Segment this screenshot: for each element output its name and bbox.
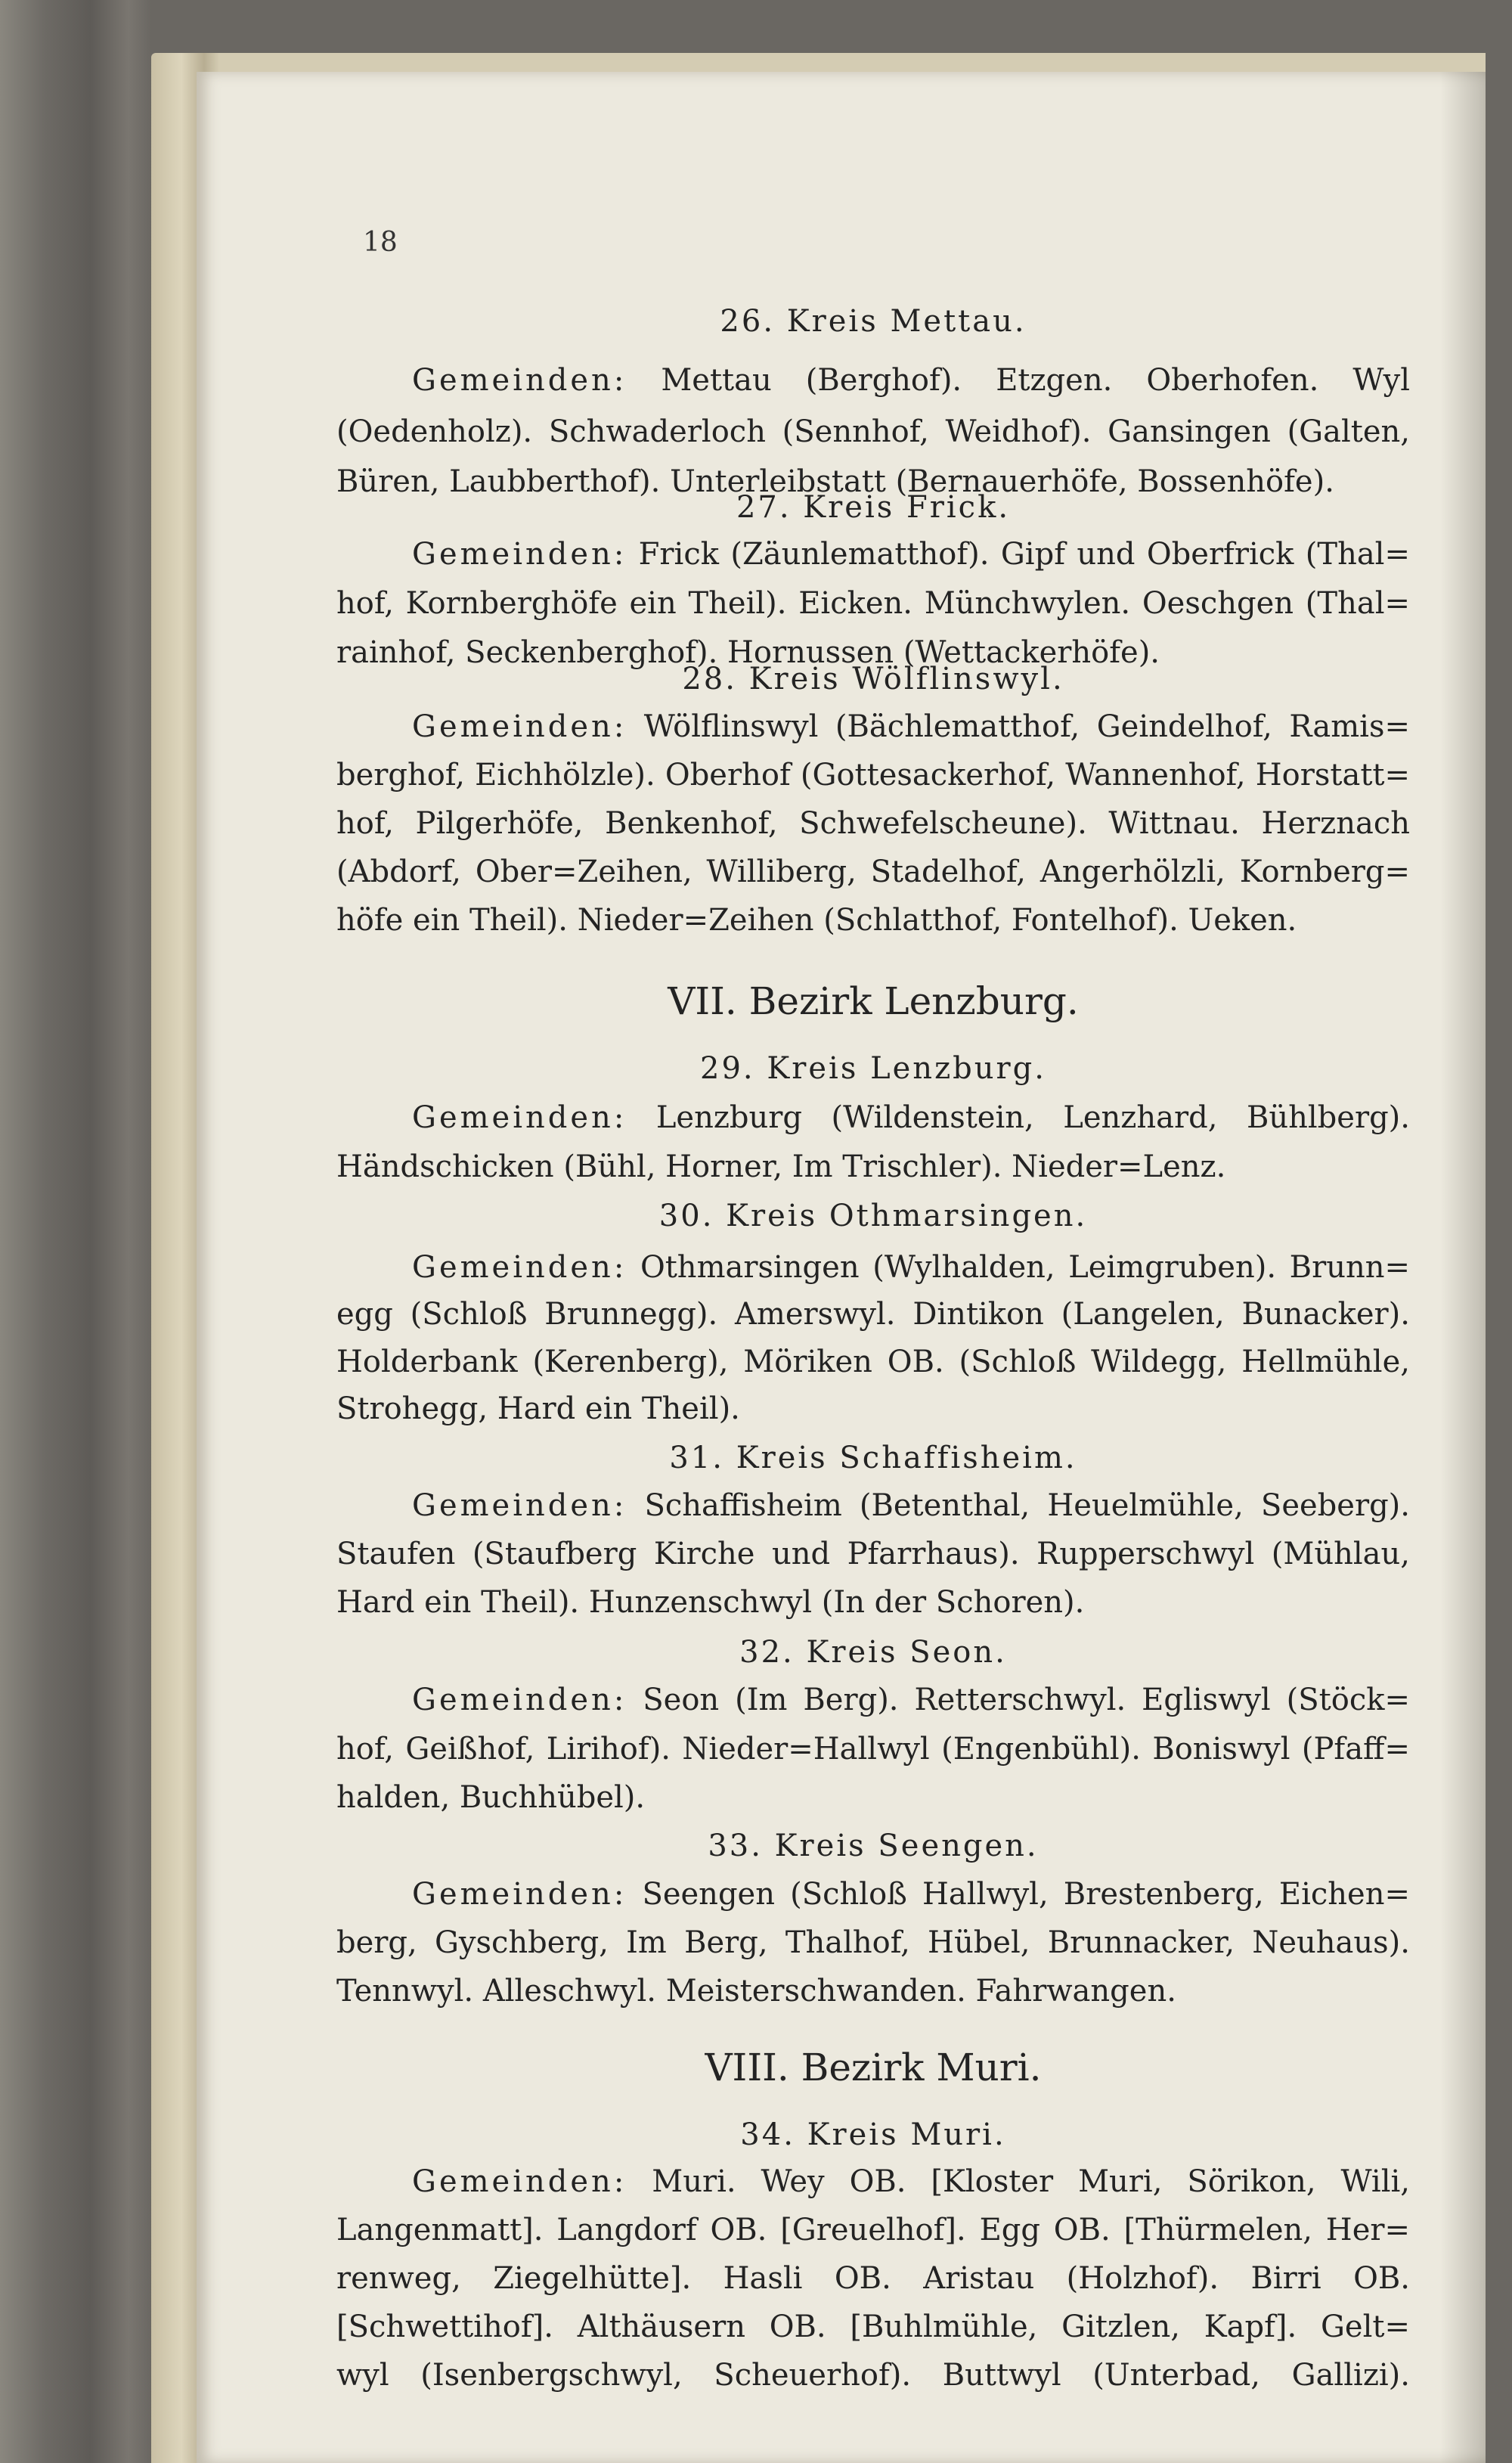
text-line: (Oedenholz). Schwaderloch (Sennhof, Weidhof). Gansingen (Galten, <box>336 414 1410 449</box>
text-line <box>412 1100 1410 1135</box>
line-text: Muri. Wey OB. [Kloster Muri, Sörikon, Wili, <box>652 2164 1410 2199</box>
text-line: Langenmatt]. Langdorf OB. [Greuelhof]. Egg OB. [Thürmelen, Her= <box>336 2213 1410 2247</box>
gemeinden-label: Gemeinden: <box>412 1683 627 1717</box>
page-number: 18 <box>363 227 398 258</box>
text-line <box>412 1877 1410 1912</box>
text-line: hof, Geißhof, Lirihof). Nieder=Hallwyl (Engenbühl). Boniswyl (Pfaff= <box>336 1732 1410 1767</box>
text-line: renweg, Ziegelhütte]. Hasli OB. Aristau (Holzhof). Birri OB. <box>336 2261 1410 2296</box>
line-text: Seengen (Schloß Hallwyl, Brestenberg, Eichen= <box>642 1877 1410 1912</box>
section-heading: 30. Kreis Othmarsingen. <box>658 1199 1088 1233</box>
section-heading: 27. Kreis Frick. <box>736 490 1011 525</box>
text-line: wyl (Isenbergschwyl, Scheuerhof). Buttwyl (Unterbad, Gallizi). <box>336 2358 1410 2393</box>
line-text: Othmarsingen (Wylhalden, Leimgruben). Brunn= <box>640 1250 1410 1285</box>
text-line <box>412 1250 1410 1285</box>
text-line: Tennwyl. Alleschwyl. Meisterschwanden. Fahrwangen. <box>336 1974 1176 2009</box>
bezirk-heading: VIII. Bezirk Muri. <box>705 2046 1042 2089</box>
bezirk-heading: VII. Bezirk Lenzburg. <box>668 979 1079 1023</box>
section-heading: 33. Kreis Seengen. <box>708 1829 1039 1863</box>
section-heading: 31. Kreis Schaffisheim. <box>669 1441 1077 1475</box>
gemeinden-label: Gemeinden: <box>412 537 627 572</box>
line-text: Schaffisheim (Betenthal, Heuelmühle, Seeberg). <box>644 1488 1410 1523</box>
text-line: halden, Buchhübel). <box>336 1780 646 1815</box>
gemeinden-label: Gemeinden: <box>412 1250 627 1285</box>
text-line <box>412 1683 1410 1717</box>
text-line: hof, Pilgerhöfe, Benkenhof, Schwefelscheune). Wittnau. Herznach <box>336 806 1410 841</box>
text-line: egg (Schloß Brunnegg). Amerswyl. Dintikon (Langelen, Bunacker). <box>336 1297 1410 1332</box>
gemeinden-label: Gemeinden: <box>412 1488 627 1523</box>
text-line <box>412 363 1410 398</box>
gemeinden-label: Gemeinden: <box>412 363 627 398</box>
section-heading: 26. Kreis Mettau. <box>720 304 1027 339</box>
text-line: Büren, Laubberthof). Unterleibstatt (Bernauerhöfe, Bossenhöfe). <box>336 464 1334 499</box>
section-heading: 34. Kreis Muri. <box>740 2117 1006 2152</box>
page-shadow <box>1440 72 1486 2463</box>
text-line: (Abdorf, Ober=Zeihen, Williberg, Stadelhof, Angerhölzli, Kornberg= <box>336 855 1410 889</box>
line-text: Wölflinswyl (Bächlematthof, Geindelhof, Ramis= <box>643 709 1410 744</box>
text-line: berg, Gyschberg, Im Berg, Thalhof, Hübel, Brunnacker, Neuhaus). <box>336 1925 1410 1960</box>
line-text: Mettau (Berghof). Etzgen. Oberhofen. Wyl <box>661 363 1410 398</box>
gemeinden-label: Gemeinden: <box>412 2164 627 2199</box>
text-line: hof, Kornberghöfe ein Theil). Eicken. Münchwylen. Oeschgen (Thal= <box>336 586 1410 621</box>
text-line: Holderbank (Kerenberg), Möriken OB. (Schloß Wildegg, Hellmühle, <box>336 1345 1410 1379</box>
text-line: Strohegg, Hard ein Theil). <box>336 1391 740 1426</box>
text-line: rainhof, Seckenberghof). Hornussen (Wettackerhöfe). <box>336 635 1160 670</box>
text-line <box>412 709 1410 744</box>
section-heading: 29. Kreis Lenzburg. <box>700 1051 1046 1086</box>
section-heading: 28. Kreis Wölflinswyl. <box>682 662 1064 696</box>
gemeinden-label: Gemeinden: <box>412 709 627 744</box>
line-text: Frick (Zäunlematthof). Gipf und Oberfrick (Thal= <box>638 537 1410 572</box>
text-line: Hard ein Theil). Hunzenschwyl (In der Schoren). <box>336 1585 1085 1620</box>
text-line <box>412 1488 1410 1523</box>
text-line: höfe ein Theil). Nieder=Zeihen (Schlatthof, Fontelhof). Ueken. <box>336 903 1297 938</box>
line-text: Seon (Im Berg). Retterschwyl. Egliswyl (Stöck= <box>643 1683 1410 1717</box>
text-line: Händschicken (Bühl, Horner, Im Trischler). Nieder=Lenz. <box>336 1149 1226 1184</box>
line-text: Lenzburg (Wildenstein, Lenzhard, Bühlberg). <box>655 1100 1410 1135</box>
section-heading: 32. Kreis Seon. <box>739 1635 1007 1670</box>
text-line: Staufen (Staufberg Kirche und Pfarrhaus). Rupperschwyl (Mühlau, <box>336 1537 1410 1571</box>
gemeinden-label: Gemeinden: <box>412 1100 627 1135</box>
text-line <box>412 537 1410 572</box>
text-line: [Schwettihof]. Althäusern OB. [Buhlmühle, Gitzlen, Kapf]. Gelt= <box>336 2309 1410 2344</box>
text-line: berghof, Eichhölzle). Oberhof (Gottesackerhof, Wannenhof, Horstatt= <box>336 758 1410 793</box>
gemeinden-label: Gemeinden: <box>412 1877 627 1912</box>
text-line <box>412 2164 1410 2199</box>
